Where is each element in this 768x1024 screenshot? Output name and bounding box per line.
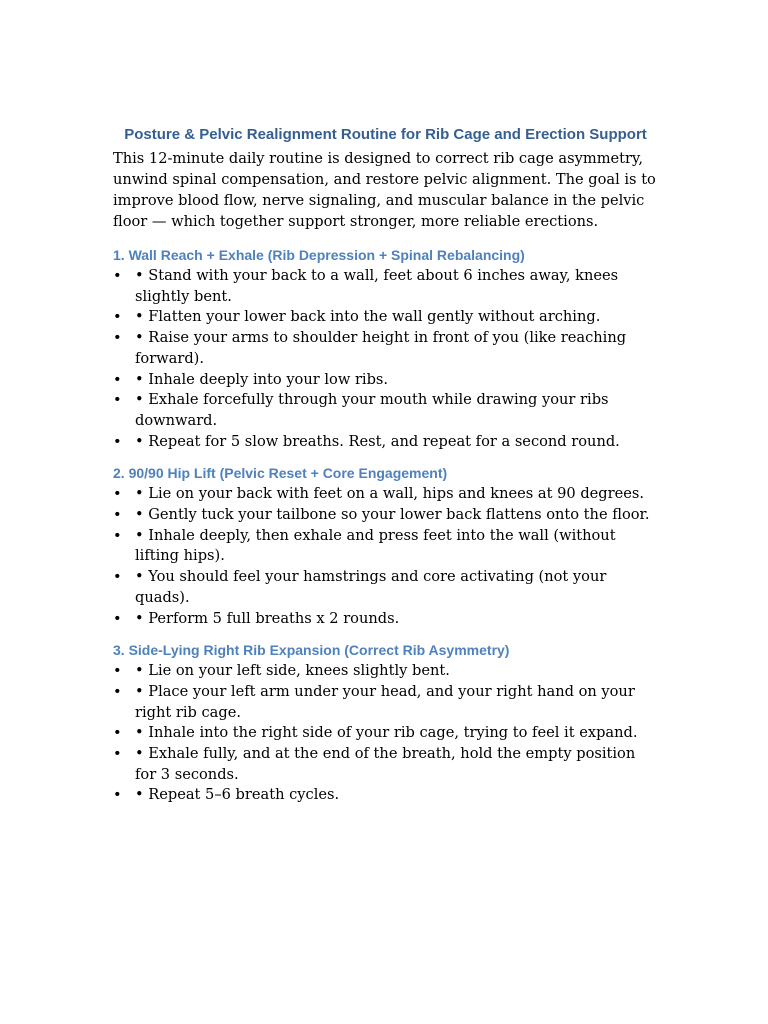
bullet-icon: •: [113, 724, 122, 742]
list-item: [113, 484, 658, 505]
step-text: • Perform 5 full breaths x 2 rounds.: [135, 609, 400, 627]
list-item: [113, 723, 658, 744]
section-heading: 3. Side-Lying Right Rib Expansion (Correct Rib Asymmetry): [113, 642, 510, 659]
bullet-icon: •: [113, 745, 122, 763]
step-list: [113, 661, 658, 806]
bullet-icon: •: [113, 682, 122, 700]
list-item: [113, 785, 658, 806]
bullet-icon: •: [113, 267, 122, 284]
list-item: [113, 744, 658, 785]
step-text: • Stand with your back to a wall, feet about 6 inches away, knees slightly bent.: [135, 267, 619, 305]
step-text: • Exhale forcefully through your mouth while drawing your ribs downward.: [135, 391, 609, 429]
bullet-icon: •: [113, 432, 122, 450]
section-heading: 1. Wall Reach + Exhale (Rib Depression + Spinal Rebalancing): [113, 247, 525, 263]
bullet-icon: •: [113, 786, 122, 804]
section-hip-lift: [113, 462, 658, 629]
step-text: • Flatten your lower back into the wall gently without arching.: [135, 308, 601, 326]
step-text: • Exhale fully, and at the end of the breath, hold the empty position for 3 seconds.: [135, 745, 636, 783]
bullet-icon: •: [113, 662, 122, 680]
step-text: • Inhale into the right side of your rib cage, trying to feel it expand.: [135, 724, 638, 742]
intro-paragraph: This 12-minute daily routine is designed to correct rib cage asymmetry, unwind spinal compensation, and restore pelvic alignment. The goal is to improve blood flow, nerve signaling, and muscular balance in the pelvic floor — which together support stronger, more reliable erections.: [113, 150, 656, 230]
step-text: • Repeat 5–6 breath cycles.: [135, 786, 340, 804]
list-item: [113, 370, 658, 391]
bullet-icon: •: [113, 308, 122, 326]
step-text: • Gently tuck your tailbone so your lower back flattens onto the floor.: [135, 506, 650, 524]
list-item: [113, 307, 658, 328]
step-text: • Inhale deeply, then exhale and press feet into the wall (without lifting hips).: [135, 526, 616, 565]
bullet-icon: •: [113, 370, 122, 388]
step-text: • Lie on your back with feet on a wall, hips and knees at 90 degrees.: [135, 485, 645, 503]
list-item: [113, 432, 658, 453]
list-item: [113, 661, 658, 682]
list-item: [113, 682, 658, 723]
step-text: • Inhale deeply into your low ribs.: [135, 370, 389, 388]
step-text: • Place your left arm under your head, and your right hand on your right rib cage.: [135, 682, 635, 721]
step-list: [113, 484, 658, 629]
section-heading: 2. 90/90 Hip Lift (Pelvic Reset + Core Engagement): [113, 465, 448, 482]
bullet-icon: •: [113, 329, 122, 347]
list-item: [113, 390, 658, 431]
list-item: [113, 526, 658, 567]
step-text: • Repeat for 5 slow breaths. Rest, and repeat for a second round.: [135, 432, 620, 450]
section-wall-reach: [113, 244, 658, 452]
bullet-icon: •: [113, 568, 122, 586]
bullet-icon: •: [113, 526, 122, 544]
list-item: [113, 266, 658, 307]
document-title: Posture & Pelvic Realignment Routine for Rib Cage and Erection Support: [124, 126, 647, 143]
step-list: [113, 266, 658, 452]
list-item: [113, 567, 658, 608]
bullet-icon: •: [113, 391, 122, 409]
step-text: • You should feel your hamstrings and core activating (not your quads).: [135, 568, 607, 606]
list-item: [113, 609, 658, 630]
list-item: [113, 328, 658, 369]
step-text: • Lie on your left side, knees slightly bent.: [135, 662, 450, 680]
list-item: [113, 505, 658, 526]
step-text: • Raise your arms to shoulder height in front of you (like reaching forward).: [135, 329, 627, 367]
section-rib-expansion: [113, 639, 658, 806]
document-page: [113, 124, 658, 816]
bullet-icon: •: [113, 506, 122, 524]
bullet-icon: •: [113, 485, 122, 503]
bullet-icon: •: [113, 609, 122, 627]
